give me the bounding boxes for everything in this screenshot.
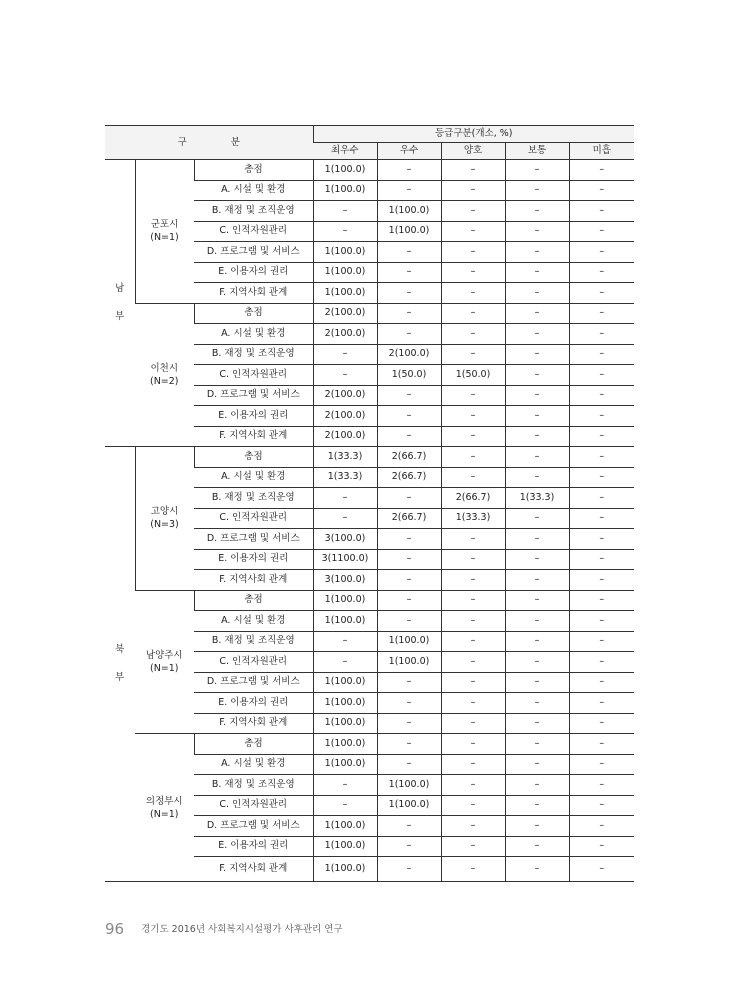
- grade-cell-fair: –: [441, 734, 505, 755]
- region-char: 북: [115, 644, 125, 655]
- grade-cell-poor: –: [569, 160, 634, 181]
- city-label: [135, 447, 194, 591]
- grade-cell-poor: –: [569, 590, 634, 611]
- category-label: B. 재정 및 조직운영: [194, 775, 313, 796]
- grade-header-average: 보통: [505, 143, 569, 160]
- grade-cell-excellent: 1(100.0): [313, 242, 377, 263]
- grade-cell-average: –: [505, 693, 569, 714]
- grade-cell-fair: 1(50.0): [441, 365, 505, 386]
- grade-cell-fair: –: [441, 713, 505, 734]
- grade-cell-excellent: 2(100.0): [313, 406, 377, 427]
- grade-cell-good: –: [377, 283, 441, 304]
- grade-cell-good: –: [377, 672, 441, 693]
- grade-cell-good: –: [377, 324, 441, 345]
- grade-cell-poor: –: [569, 631, 634, 652]
- table-row: [105, 590, 634, 611]
- category-label: E. 이용자의 권리: [194, 836, 313, 857]
- grade-cell-excellent: –: [313, 488, 377, 509]
- category-label: B. 재정 및 조직운영: [194, 488, 313, 509]
- category-label: 총점: [194, 160, 313, 181]
- grade-cell-average: –: [505, 344, 569, 365]
- category-label: A. 시설 및 환경: [194, 324, 313, 345]
- category-label: 총점: [194, 590, 313, 611]
- grade-cell-fair: –: [441, 857, 505, 882]
- grade-cell-average: –: [505, 303, 569, 324]
- city-name: 남양주시: [145, 649, 183, 661]
- city-label: [135, 303, 194, 447]
- grade-cell-average: –: [505, 631, 569, 652]
- grade-cell-average: 1(33.3): [505, 488, 569, 509]
- grade-cell-good: –: [377, 262, 441, 283]
- category-label: E. 이용자의 권리: [194, 693, 313, 714]
- grade-cell-average: –: [505, 549, 569, 570]
- grade-cell-poor: –: [569, 652, 634, 673]
- grade-cell-average: –: [505, 283, 569, 304]
- grade-cell-fair: –: [441, 447, 505, 468]
- city-label: [135, 734, 194, 882]
- grade-cell-excellent: –: [313, 221, 377, 242]
- city-name: 이천시: [150, 362, 179, 374]
- grade-cell-fair: –: [441, 529, 505, 550]
- category-label: D. 프로그램 및 서비스: [194, 242, 313, 263]
- category-label: F. 지역사회 관계: [194, 713, 313, 734]
- grade-cell-excellent: 1(100.0): [313, 754, 377, 775]
- grade-cell-average: –: [505, 857, 569, 882]
- grade-cell-poor: –: [569, 221, 634, 242]
- table-row: [105, 447, 634, 468]
- grade-distribution-table: [105, 125, 634, 882]
- grade-cell-poor: –: [569, 447, 634, 468]
- category-label: A. 시설 및 환경: [194, 611, 313, 632]
- grade-cell-good: –: [377, 754, 441, 775]
- grade-cell-average: –: [505, 754, 569, 775]
- grade-cell-excellent: 1(100.0): [313, 180, 377, 201]
- grade-cell-poor: –: [569, 283, 634, 304]
- grade-cell-poor: –: [569, 775, 634, 796]
- grade-cell-fair: –: [441, 611, 505, 632]
- city-name: 의정부시: [145, 795, 183, 807]
- grade-cell-good: –: [377, 693, 441, 714]
- grade-cell-good: –: [377, 549, 441, 570]
- grade-cell-good: 2(66.7): [377, 508, 441, 529]
- grade-cell-fair: –: [441, 590, 505, 611]
- grade-cell-average: –: [505, 221, 569, 242]
- grade-cell-excellent: 1(33.3): [313, 447, 377, 468]
- grade-cell-poor: –: [569, 857, 634, 882]
- page-number: 96: [105, 920, 125, 938]
- grade-cell-poor: –: [569, 324, 634, 345]
- grade-cell-poor: –: [569, 570, 634, 591]
- grade-cell-good: –: [377, 713, 441, 734]
- table-body: [105, 160, 634, 882]
- grade-cell-excellent: 1(100.0): [313, 672, 377, 693]
- division-header: 구 분: [105, 126, 313, 160]
- grade-cell-good: 1(50.0): [377, 365, 441, 386]
- grade-cell-fair: –: [441, 283, 505, 304]
- region-char: 부: [115, 311, 125, 322]
- grade-cell-good: –: [377, 611, 441, 632]
- grade-cell-excellent: –: [313, 652, 377, 673]
- category-label: F. 지역사회 관계: [194, 857, 313, 882]
- grade-cell-fair: –: [441, 324, 505, 345]
- grade-cell-good: 1(100.0): [377, 201, 441, 222]
- grade-cell-average: –: [505, 672, 569, 693]
- grade-cell-poor: –: [569, 816, 634, 837]
- category-label: B. 재정 및 조직운영: [194, 201, 313, 222]
- grade-cell-good: –: [377, 857, 441, 882]
- category-label: D. 프로그램 및 서비스: [194, 529, 313, 550]
- category-label: 총점: [194, 303, 313, 324]
- grade-cell-excellent: –: [313, 344, 377, 365]
- grade-cell-fair: –: [441, 754, 505, 775]
- grade-cell-excellent: 1(100.0): [313, 693, 377, 714]
- grade-cell-good: –: [377, 570, 441, 591]
- grade-cell-poor: –: [569, 508, 634, 529]
- grade-cell-poor: –: [569, 467, 634, 488]
- category-label: D. 프로그램 및 서비스: [194, 672, 313, 693]
- category-label: E. 이용자의 권리: [194, 262, 313, 283]
- grade-cell-average: –: [505, 160, 569, 181]
- grade-cell-excellent: –: [313, 775, 377, 796]
- grade-cell-good: –: [377, 488, 441, 509]
- report-title: 경기도 2016년 사회복지시설평가 사후관리 연구: [141, 924, 343, 935]
- grade-cell-fair: –: [441, 426, 505, 447]
- grade-cell-good: –: [377, 590, 441, 611]
- grade-cell-average: –: [505, 365, 569, 386]
- grade-cell-excellent: 2(100.0): [313, 303, 377, 324]
- table-row: [105, 160, 634, 181]
- grade-cell-good: 2(100.0): [377, 344, 441, 365]
- grade-cell-average: –: [505, 652, 569, 673]
- grade-cell-average: –: [505, 242, 569, 263]
- grade-cell-fair: –: [441, 816, 505, 837]
- grade-cell-fair: –: [441, 303, 505, 324]
- grade-cell-excellent: –: [313, 201, 377, 222]
- grade-cell-excellent: 2(100.0): [313, 324, 377, 345]
- grade-cell-fair: –: [441, 385, 505, 406]
- category-label: A. 시설 및 환경: [194, 180, 313, 201]
- grade-cell-poor: –: [569, 303, 634, 324]
- category-label: D. 프로그램 및 서비스: [194, 385, 313, 406]
- grade-cell-average: –: [505, 734, 569, 755]
- grade-cell-average: –: [505, 529, 569, 550]
- grade-cell-excellent: 1(100.0): [313, 283, 377, 304]
- grade-cell-poor: –: [569, 262, 634, 283]
- region-char: 부: [115, 672, 125, 683]
- grade-cell-average: –: [505, 713, 569, 734]
- grade-cell-poor: –: [569, 611, 634, 632]
- grade-cell-fair: –: [441, 221, 505, 242]
- grade-cell-excellent: 1(100.0): [313, 816, 377, 837]
- grade-cell-average: –: [505, 426, 569, 447]
- grade-cell-good: 1(100.0): [377, 652, 441, 673]
- grade-header-poor: 미흡: [569, 143, 634, 160]
- grade-cell-fair: –: [441, 652, 505, 673]
- city-label: [135, 590, 194, 734]
- grade-cell-good: –: [377, 303, 441, 324]
- grade-cell-excellent: 1(100.0): [313, 611, 377, 632]
- grade-cell-fair: –: [441, 406, 505, 427]
- grade-cell-excellent: 1(100.0): [313, 590, 377, 611]
- grade-cell-fair: –: [441, 160, 505, 181]
- grade-cell-average: –: [505, 836, 569, 857]
- grade-header-good: 우수: [377, 143, 441, 160]
- grade-cell-good: –: [377, 529, 441, 550]
- category-label: E. 이용자의 권리: [194, 406, 313, 427]
- region-label: [105, 160, 135, 447]
- grade-cell-good: –: [377, 180, 441, 201]
- grade-cell-excellent: 2(100.0): [313, 385, 377, 406]
- grade-cell-excellent: –: [313, 365, 377, 386]
- grade-cell-average: –: [505, 795, 569, 816]
- table-row: [105, 734, 634, 755]
- grade-cell-excellent: 1(33.3): [313, 467, 377, 488]
- grade-header-fair: 양호: [441, 143, 505, 160]
- grade-cell-fair: –: [441, 180, 505, 201]
- grade-cell-average: –: [505, 570, 569, 591]
- grade-cell-excellent: 1(100.0): [313, 857, 377, 882]
- grade-cell-good: –: [377, 426, 441, 447]
- grade-cell-average: –: [505, 816, 569, 837]
- city-name: 고양시: [150, 506, 179, 518]
- category-label: F. 지역사회 관계: [194, 283, 313, 304]
- category-label: 총점: [194, 447, 313, 468]
- grade-cell-good: 1(100.0): [377, 795, 441, 816]
- grade-cell-poor: –: [569, 734, 634, 755]
- grade-cell-excellent: 1(100.0): [313, 734, 377, 755]
- category-label: F. 지역사회 관계: [194, 570, 313, 591]
- grade-cell-poor: –: [569, 385, 634, 406]
- grade-cell-fair: –: [441, 836, 505, 857]
- city-count: (N=1): [149, 662, 179, 674]
- category-label: B. 재정 및 조직운영: [194, 344, 313, 365]
- grade-cell-poor: –: [569, 836, 634, 857]
- grade-cell-good: 2(66.7): [377, 467, 441, 488]
- grade-cell-fair: 1(33.3): [441, 508, 505, 529]
- table-header: [105, 126, 634, 160]
- region-label: [105, 447, 135, 882]
- grade-cell-excellent: 1(100.0): [313, 262, 377, 283]
- city-count: (N=2): [149, 375, 179, 387]
- grade-cell-average: –: [505, 467, 569, 488]
- city-name: 군포시: [150, 219, 179, 231]
- grade-cell-poor: –: [569, 795, 634, 816]
- grade-cell-good: –: [377, 242, 441, 263]
- page-footer: [105, 920, 343, 938]
- grade-cell-good: 1(100.0): [377, 631, 441, 652]
- grade-cell-excellent: 3(100.0): [313, 570, 377, 591]
- grade-header-excellent: 최우수: [313, 143, 377, 160]
- grade-cell-poor: –: [569, 365, 634, 386]
- grade-cell-fair: –: [441, 795, 505, 816]
- grade-cell-good: –: [377, 160, 441, 181]
- category-label: 총점: [194, 734, 313, 755]
- grade-cell-fair: –: [441, 467, 505, 488]
- category-label: D. 프로그램 및 서비스: [194, 816, 313, 837]
- city-count: (N=3): [150, 519, 179, 531]
- grade-cell-good: –: [377, 836, 441, 857]
- grade-cell-poor: –: [569, 180, 634, 201]
- grade-cell-poor: –: [569, 713, 634, 734]
- category-label: A. 시설 및 환경: [194, 754, 313, 775]
- grade-cell-excellent: –: [313, 508, 377, 529]
- grade-cell-excellent: 1(100.0): [313, 713, 377, 734]
- grade-cell-fair: –: [441, 631, 505, 652]
- table-row: [105, 303, 634, 324]
- category-label: B. 재정 및 조직운영: [194, 631, 313, 652]
- grade-cell-fair: –: [441, 201, 505, 222]
- region-char: 남: [115, 283, 125, 294]
- grade-cell-poor: –: [569, 344, 634, 365]
- category-label: C. 인적자원관리: [194, 795, 313, 816]
- grade-cell-average: –: [505, 324, 569, 345]
- grade-cell-average: –: [505, 385, 569, 406]
- grade-cell-poor: –: [569, 426, 634, 447]
- grade-cell-average: –: [505, 508, 569, 529]
- grade-cell-fair: –: [441, 693, 505, 714]
- grade-cell-fair: 2(66.7): [441, 488, 505, 509]
- city-count: (N=1): [149, 808, 179, 820]
- grade-cell-average: –: [505, 447, 569, 468]
- grade-cell-excellent: 1(100.0): [313, 160, 377, 181]
- grade-cell-fair: –: [441, 344, 505, 365]
- grade-cell-poor: –: [569, 672, 634, 693]
- category-label: C. 인적자원관리: [194, 508, 313, 529]
- grade-cell-fair: –: [441, 242, 505, 263]
- grade-cell-good: –: [377, 406, 441, 427]
- category-label: A. 시설 및 환경: [194, 467, 313, 488]
- grade-cell-fair: –: [441, 775, 505, 796]
- grade-cell-good: –: [377, 734, 441, 755]
- grade-cell-good: 1(100.0): [377, 775, 441, 796]
- grade-cell-good: 2(66.7): [377, 447, 441, 468]
- grade-cell-poor: –: [569, 693, 634, 714]
- grade-cell-good: –: [377, 385, 441, 406]
- category-label: C. 인적자원관리: [194, 652, 313, 673]
- grade-cell-average: –: [505, 611, 569, 632]
- category-label: C. 인적자원관리: [194, 365, 313, 386]
- grade-cell-poor: –: [569, 406, 634, 427]
- grade-cell-fair: –: [441, 570, 505, 591]
- grade-cell-poor: –: [569, 549, 634, 570]
- grade-cell-average: –: [505, 201, 569, 222]
- grade-cell-average: –: [505, 180, 569, 201]
- city-count: (N=1): [150, 232, 179, 244]
- grade-cell-fair: –: [441, 262, 505, 283]
- grade-cell-excellent: 2(100.0): [313, 426, 377, 447]
- grade-cell-average: –: [505, 590, 569, 611]
- grade-cell-excellent: –: [313, 795, 377, 816]
- grade-cell-poor: –: [569, 754, 634, 775]
- category-label: E. 이용자의 권리: [194, 549, 313, 570]
- grade-cell-poor: –: [569, 201, 634, 222]
- grade-cell-good: 1(100.0): [377, 221, 441, 242]
- grade-cell-excellent: –: [313, 631, 377, 652]
- category-label: F. 지역사회 관계: [194, 426, 313, 447]
- grade-cell-poor: –: [569, 529, 634, 550]
- category-label: C. 인적자원관리: [194, 221, 313, 242]
- city-label: [135, 160, 194, 304]
- grade-group-header: 등급구분(개소, %): [313, 126, 634, 143]
- grade-cell-fair: –: [441, 672, 505, 693]
- grade-cell-poor: –: [569, 488, 634, 509]
- grade-cell-excellent: 1(100.0): [313, 836, 377, 857]
- grade-cell-fair: –: [441, 549, 505, 570]
- grade-cell-excellent: 3(1100.0): [313, 549, 377, 570]
- grade-cell-average: –: [505, 262, 569, 283]
- grade-cell-excellent: 3(100.0): [313, 529, 377, 550]
- grade-cell-average: –: [505, 406, 569, 427]
- grade-cell-good: –: [377, 816, 441, 837]
- grade-cell-average: –: [505, 775, 569, 796]
- grade-cell-poor: –: [569, 242, 634, 263]
